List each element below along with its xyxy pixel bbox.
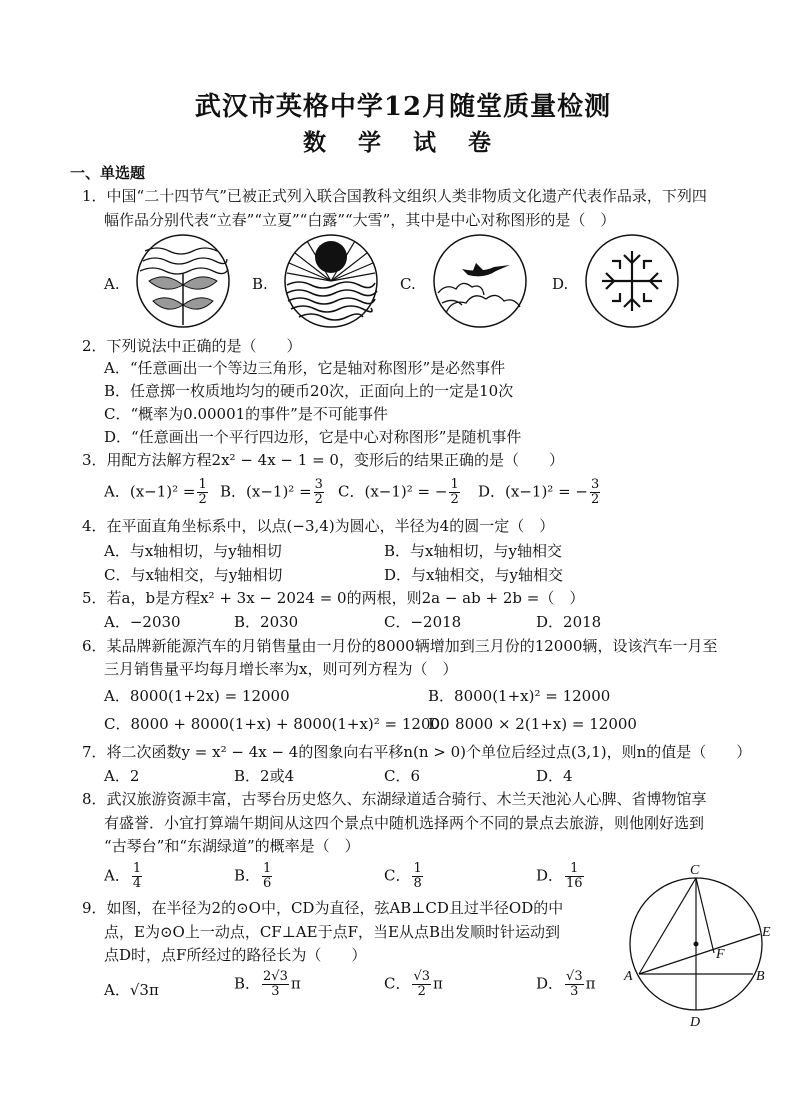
q9-label-e: E [762,925,771,940]
q8-d-label: D． [536,866,564,885]
q8-b-fraction: $\frac{1}{6}$ [263,861,272,891]
q7-stem: 7．将二次函数y = x² − 4x − 4的图象向右平移n(n > 0)个单位后经过点(3,1)，则n的值是（ ） [82,743,752,761]
lixia-icon [283,233,379,329]
q9-d-label: D． [536,974,564,993]
q3-c-fraction: $\frac{1}{2}$ [450,477,459,507]
q6-line1: 6．某品牌新能源汽车的月销售量由一月份的8000辆增加到三月份的12000辆，设该汽车一月至 [82,637,718,655]
snowflake-icon [584,233,680,329]
q5-stem: 5．若a，b是方程x² + 3x − 2024 = 0的两根，则2a − ab + 2b =（ ） [82,589,585,607]
q3-option-b [220,478,326,507]
q8-option-b [234,862,274,891]
q3-d-expr: (x−1)² = − [505,482,588,501]
q9-d-fraction: $\frac{√3}{3}$ [566,969,583,999]
q9-circle-figure [620,864,790,1034]
q3-option-a [104,478,210,507]
q9-label-f: F [716,947,725,962]
q3-d-fraction: $\frac{3}{2}$ [591,477,600,507]
q4-option-b: B．与x轴相切，与y轴相交 [384,542,562,560]
q1-option-d-label: D. [552,275,569,293]
q9-line3: 点D时，点F所经过的路径长为（ ） [104,946,367,964]
q1-option-a-label: A. [104,275,120,293]
q3-a-label: A． [104,482,130,501]
q3-stem: 3．用配方法解方程2x² − 4x − 1 = 0，变形后的结果正确的是（ ） [82,451,564,469]
q1-option-c-label: C. [400,275,416,293]
q3-a-expr: (x−1)² = [129,482,196,501]
q3-b-label: B． [220,482,247,501]
q8-line3: “古琴台”和“东湖绿道”的概率是（ ） [104,837,360,855]
q7-option-d: D．4 [536,767,573,785]
q3-c-expr: (x−1)² = − [364,482,448,501]
q4-option-c: C．与x轴相交，与y轴相切 [104,566,283,584]
q7-option-c: C．6 [384,767,421,785]
q9-b-tail: π [290,974,301,993]
q1-line1: 1．中国“二十四节气”已被正式列入联合国教科文组织人类非物质文化遗产代表作品录，下列四 [82,187,707,205]
q9-line1: 9．如图，在半径为2的⊙O中，CD为直径，弦AB⊥CD且过半径OD的中 [82,899,564,917]
q9-c-fraction: $\frac{√3}{2}$ [413,969,431,999]
q8-c-label: C． [384,866,411,885]
q9-a-label: A． [104,981,130,999]
q6-option-b: B．8000(1+x)² = 12000 [428,687,611,705]
q9-b-fraction: $\frac{2√3}{3}$ [263,969,288,999]
section-heading: 一、单选题 [70,164,146,182]
q2-option-d: D．“任意画出一个平行四边形，它是中心对称图形”是随机事件 [104,428,522,446]
q9-label-a: A [624,969,633,984]
q8-option-a [104,862,144,891]
q2-stem: 2．下列说法中正确的是（ ） [82,337,302,355]
q9-option-d [536,970,595,999]
q7-option-a: A．2 [104,767,140,785]
lichun-icon [135,233,231,329]
q7-option-b: B．2或4 [234,767,295,785]
q9-b-label: B． [234,974,261,993]
q8-a-fraction: $\frac{1}{4}$ [132,861,142,891]
q8-a-label: A． [104,866,130,885]
q9-option-c [384,970,443,999]
q9-c-label: C． [384,974,411,993]
q1-line2: 幅作品分别代表“立春”“立夏”“白露”“大雪”，其中是中心对称图形的是（ ） [104,211,616,229]
q5-option-a: A．−2030 [104,613,181,631]
bailu-icon [432,233,528,329]
q3-option-c [338,478,462,507]
q8-line1: 8．武汉旅游资源丰富，古琴台历史悠久、东湖绿道适合骑行、木兰天池沁人心脾、省博物馆享 [82,790,707,808]
exam-subtitle: 数 学 试 卷 [302,129,504,156]
q3-b-expr: (x−1)² = [246,482,312,501]
q3-b-fraction: $\frac{3}{2}$ [314,477,323,507]
q9-label-d: D [690,1015,701,1030]
q9-a-expr: √3π [129,981,159,999]
q9-line2: 点，E为⊙O上一动点，CF⊥AE于点F，当E从点B出发顺时针运动到 [104,923,560,941]
q5-option-b: B．2030 [234,613,299,631]
q8-option-c [384,862,425,891]
q6-option-c: C．8000 + 8000(1+x) + 8000(1+x)² = 12000 [104,715,450,733]
q4-option-d: D．与x轴相交，与y轴相交 [384,566,563,584]
q2-option-c: C．“概率为0.00001的事件”是不可能事件 [104,405,388,423]
q4-stem: 4．在平面直角坐标系中，以点(−3,4)为圆心，半径为4的圆一定（ ） [82,517,555,535]
exam-title: 武汉市英格中学12月随堂质量检测 [194,92,612,122]
q8-option-d [536,862,586,891]
q9-c-tail: π [433,974,443,993]
q4-option-a: A．与x轴相切，与y轴相切 [104,542,282,560]
q3-option-d [478,478,602,507]
q2-option-b: B．任意掷一枚质地均匀的硬币20次，正面向上的一定是10次 [104,382,514,400]
q9-option-b [234,970,301,999]
q9-option-a [104,978,159,1002]
q5-option-c: C．−2018 [384,613,462,631]
q9-label-c: C [690,864,700,878]
q3-c-label: C． [338,482,365,501]
q3-a-fraction: $\frac{1}{2}$ [198,477,207,507]
q6-line2: 三月销售量平均每月增长率为x，则可列方程为（ ） [104,660,458,678]
q8-b-label: B． [234,866,261,885]
q9-label-b: B [756,969,765,984]
q6-option-a: A．8000(1+2x) = 12000 [104,687,290,705]
q5-option-d: D．2018 [536,613,602,631]
q8-c-fraction: $\frac{1}{8}$ [413,861,422,891]
q9-d-tail: π [585,974,596,993]
q8-line2: 有盛誉．小宜打算端午期间从这四个景点中随机选择两个不同的景点去旅游，则他刚好选到 [104,814,705,832]
q2-option-a: A．“任意画出一个等边三角形，它是轴对称图形”是必然事件 [104,359,506,377]
q1-option-b-label: B. [252,275,268,293]
q3-d-label: D． [478,482,506,501]
q6-option-d: D．8000 × 2(1+x) = 12000 [428,715,637,733]
q8-d-fraction: $\frac{1}{16}$ [566,861,583,891]
